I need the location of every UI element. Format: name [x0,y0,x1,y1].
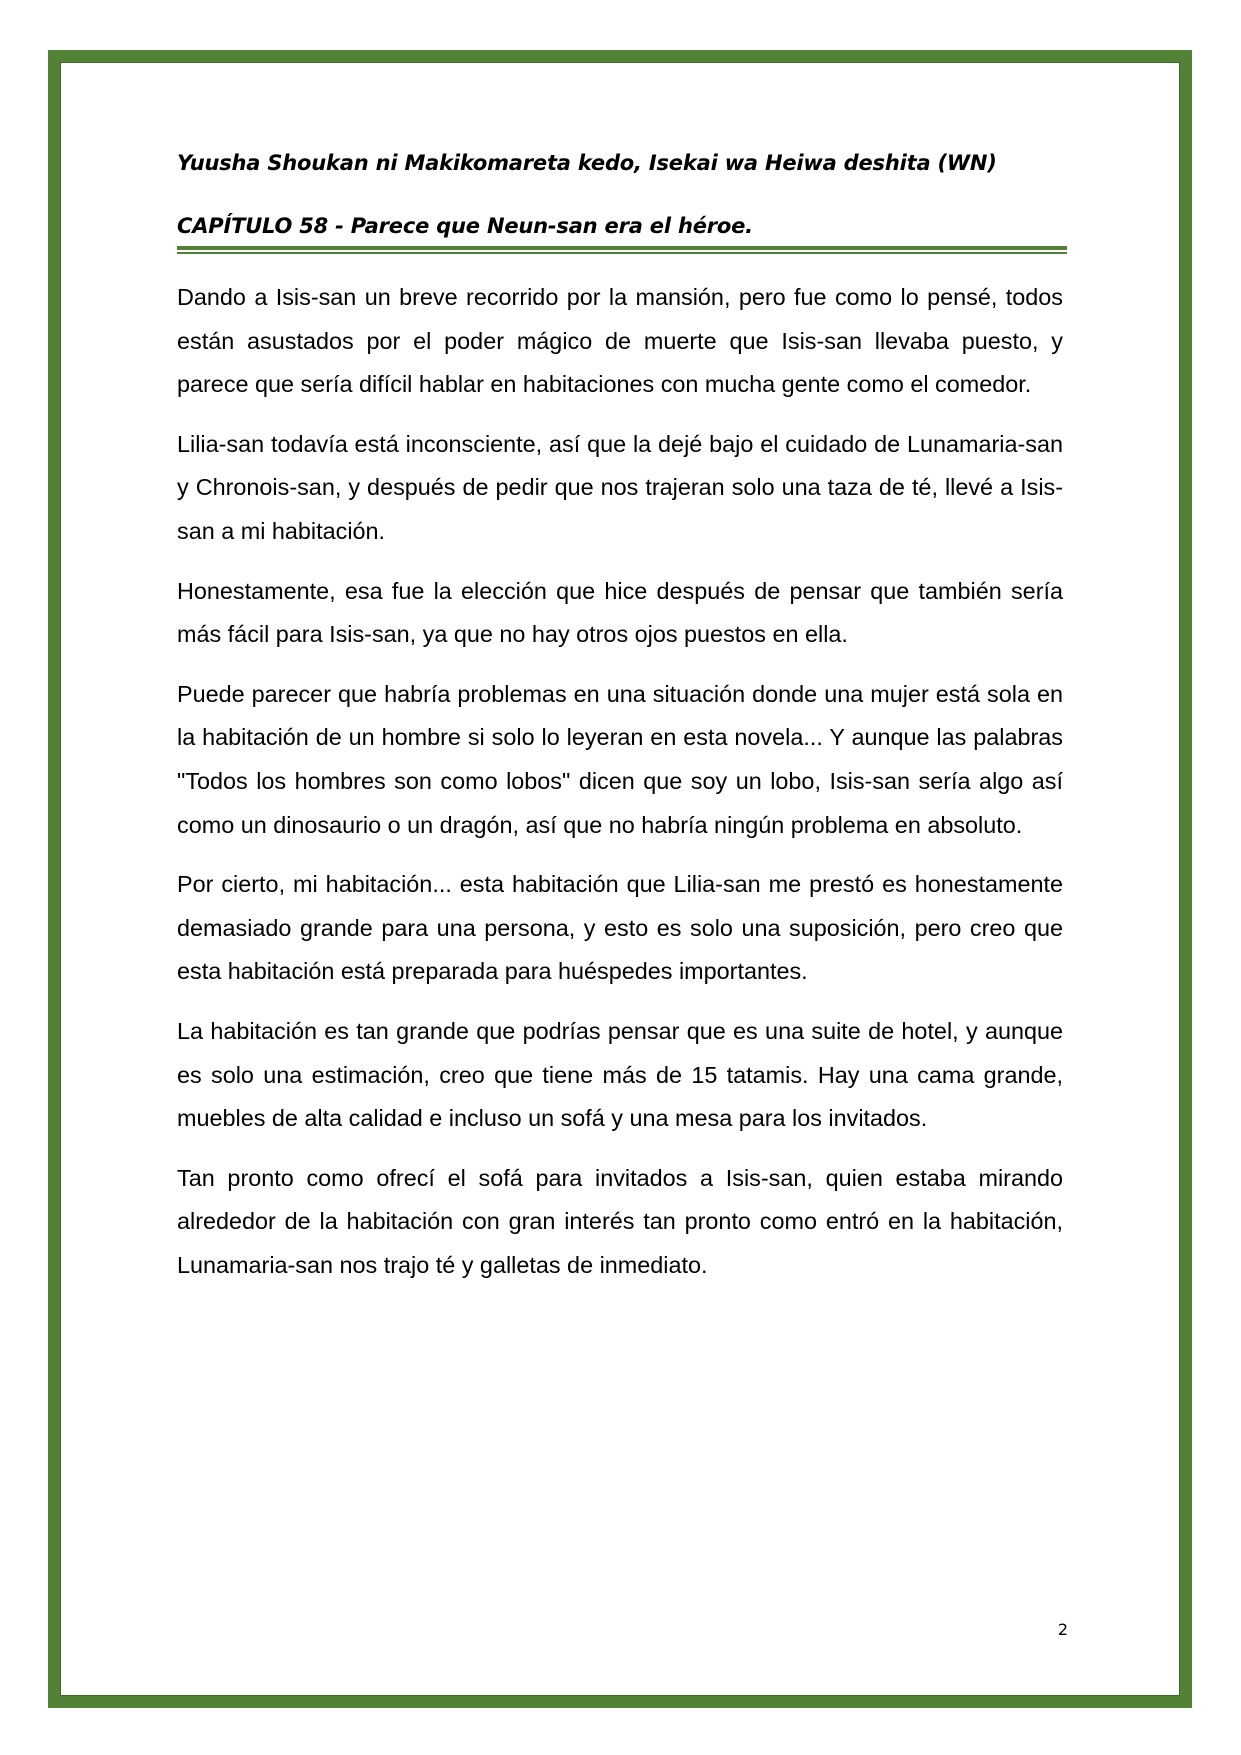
chapter-title: CAPÍTULO 58 - Parece que Neun-san era el héroe. [177,214,753,238]
series-title: Yuusha Shoukan ni Makikomareta kedo, Isekai wa Heiwa deshita (WN) [177,151,997,175]
paragraph: Dando a Isis-san un breve recorrido por la mansión, pero fue como lo pensé, todos están asustados por el poder mágico de muerte que Isis-san llevaba puesto, y parece que sería difícil hablar en habitaciones con mucha gente como el comedor. [177,284,1063,398]
paragraph: La habitación es tan grande que podrías pensar que es una suite de hotel, y aunque es solo una estimación, creo que tiene más de 15 tatamis. Hay una cama grande, muebles de alta calidad e incluso un sofá y una mesa para los invitados. [177,1017,1063,1132]
paragraph: Tan pronto como ofrecí el sofá para invitados a Isis-san, quien estaba mirando alrededor de la habitación con gran interés tan pronto como entró en la habitación, Lunamaria-san nos trajo té y galletas de inmediato. [177,1164,1063,1278]
paragraph: Honestamente, esa fue la elección que hice después de pensar que también sería más fácil para Isis-san, ya que no hay otros ojos puestos en ella. [177,577,1063,648]
title-divider [177,246,1067,254]
page-content [177,132,1063,1303]
paragraph: Lilia-san todavía está inconsciente, así que la dejé bajo el cuidado de Lunamaria-san y Chronois-san, y después de pedir que nos trajeran solo una taza de té, llevé a Isis-san a mi habitación. [177,430,1063,544]
page-number: 2 [1057,1620,1068,1639]
paragraph: Puede parecer que habría problemas en una situación donde una mujer está sola en la habitación de un hombre si solo lo leyeran en esta novela... Y aunque las palabras "Todos los hombres son como lobos" dicen que soy un lobo, Isis-san sería algo así como un dinosaurio o un dragón, así que no habría ningún problema en absoluto. [177,680,1063,838]
body-text [177,276,1063,1287]
paragraph: Por cierto, mi habitación... esta habitación que Lilia-san me prestó es honestamente demasiado grande para una persona, y esto es solo una suposición, pero creo que esta habitación está preparada para huéspedes importantes. [177,871,1063,985]
